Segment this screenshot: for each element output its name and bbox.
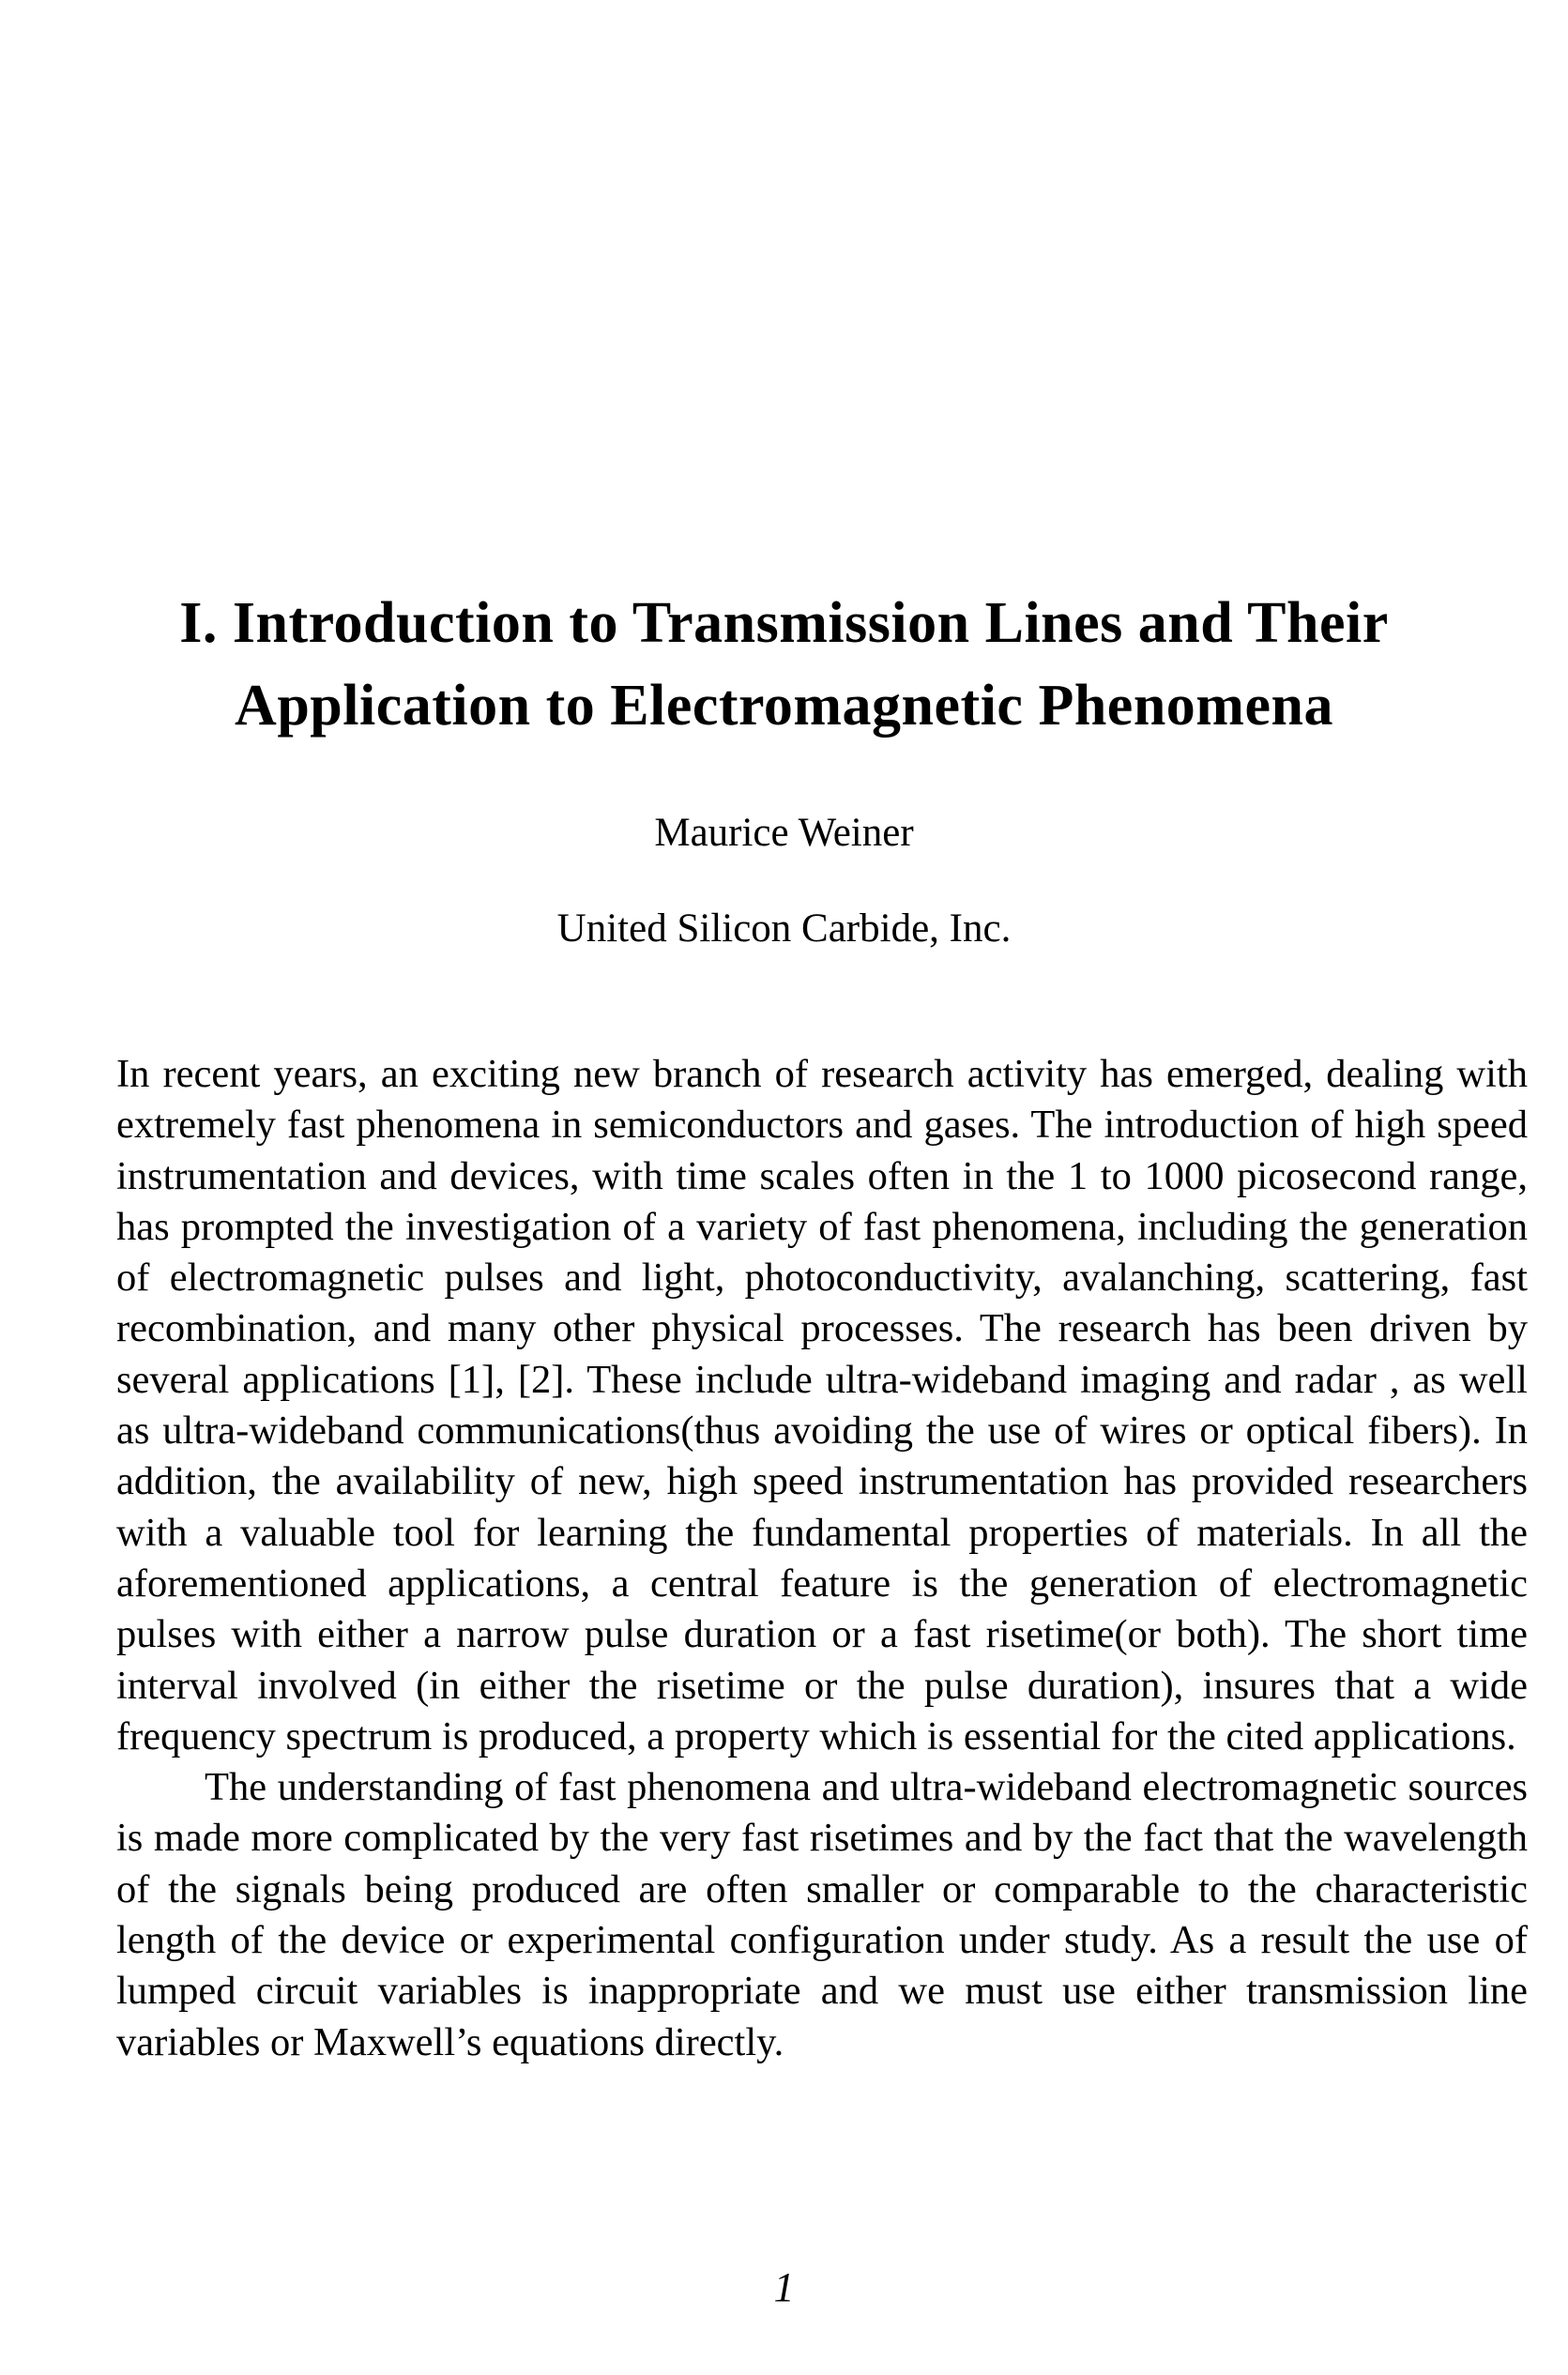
chapter-title — [113, 582, 1455, 747]
paragraph-2: The understanding of fast phenomena and ultra-wideband electromagnetic sources is made more complicated by the very fast risetimes and by the fact that the wavelength of the signals being produced are often smaller or comparable to the characteristic length of the device or experimental configuration under study. As a result the use of lumped circuit variables is inappropriate and we must use either transmission line variables or Maxwell’s equations directly. — [116, 1765, 1528, 2064]
author-affiliation: United Silicon Carbide, Inc. — [556, 906, 1012, 951]
page-number: 1 — [773, 2264, 795, 2310]
author-name: Maurice Weiner — [654, 811, 914, 855]
chapter-title-line-2: Application to Electromagnetic Phenomena — [235, 674, 1333, 738]
chapter-title-line-1: I. Introduction to Transmission Lines and Their — [179, 591, 1389, 655]
paragraph-1: In recent years, an exciting new branch of research activity has emerged, dealing with extremely fast phenomena in semiconductors and gases. The introduction of high speed instrumentation and devices, with time scales often in the 1 to 1000 picosecond range, has prompted the investigation of a variety of fast phenomena, including the generation of electromagnetic pulses and light, photoconductivity, avalanching, scattering, fast recombination, and many other physical processes. The research has been driven by several applications [1], [2]. These include ultra-wideband imaging and radar , as well as ultra-wideband communications(thus avoiding the use of wires or optical fibers). In addition, the availability of new, high speed instrumentation has provided researchers with a valuable tool for learning the fundamental properties of materials. In all the aforementioned applications, a central feature is the generation of electromagnetic pulses with either a narrow pulse duration or a fast risetime(or both). The short time interval involved (in either the risetime or the pulse duration), insures that a wide frequency spectrum is produced, a property which is essential for the cited applications. — [116, 1052, 1528, 1758]
body-text — [116, 1049, 1528, 2068]
